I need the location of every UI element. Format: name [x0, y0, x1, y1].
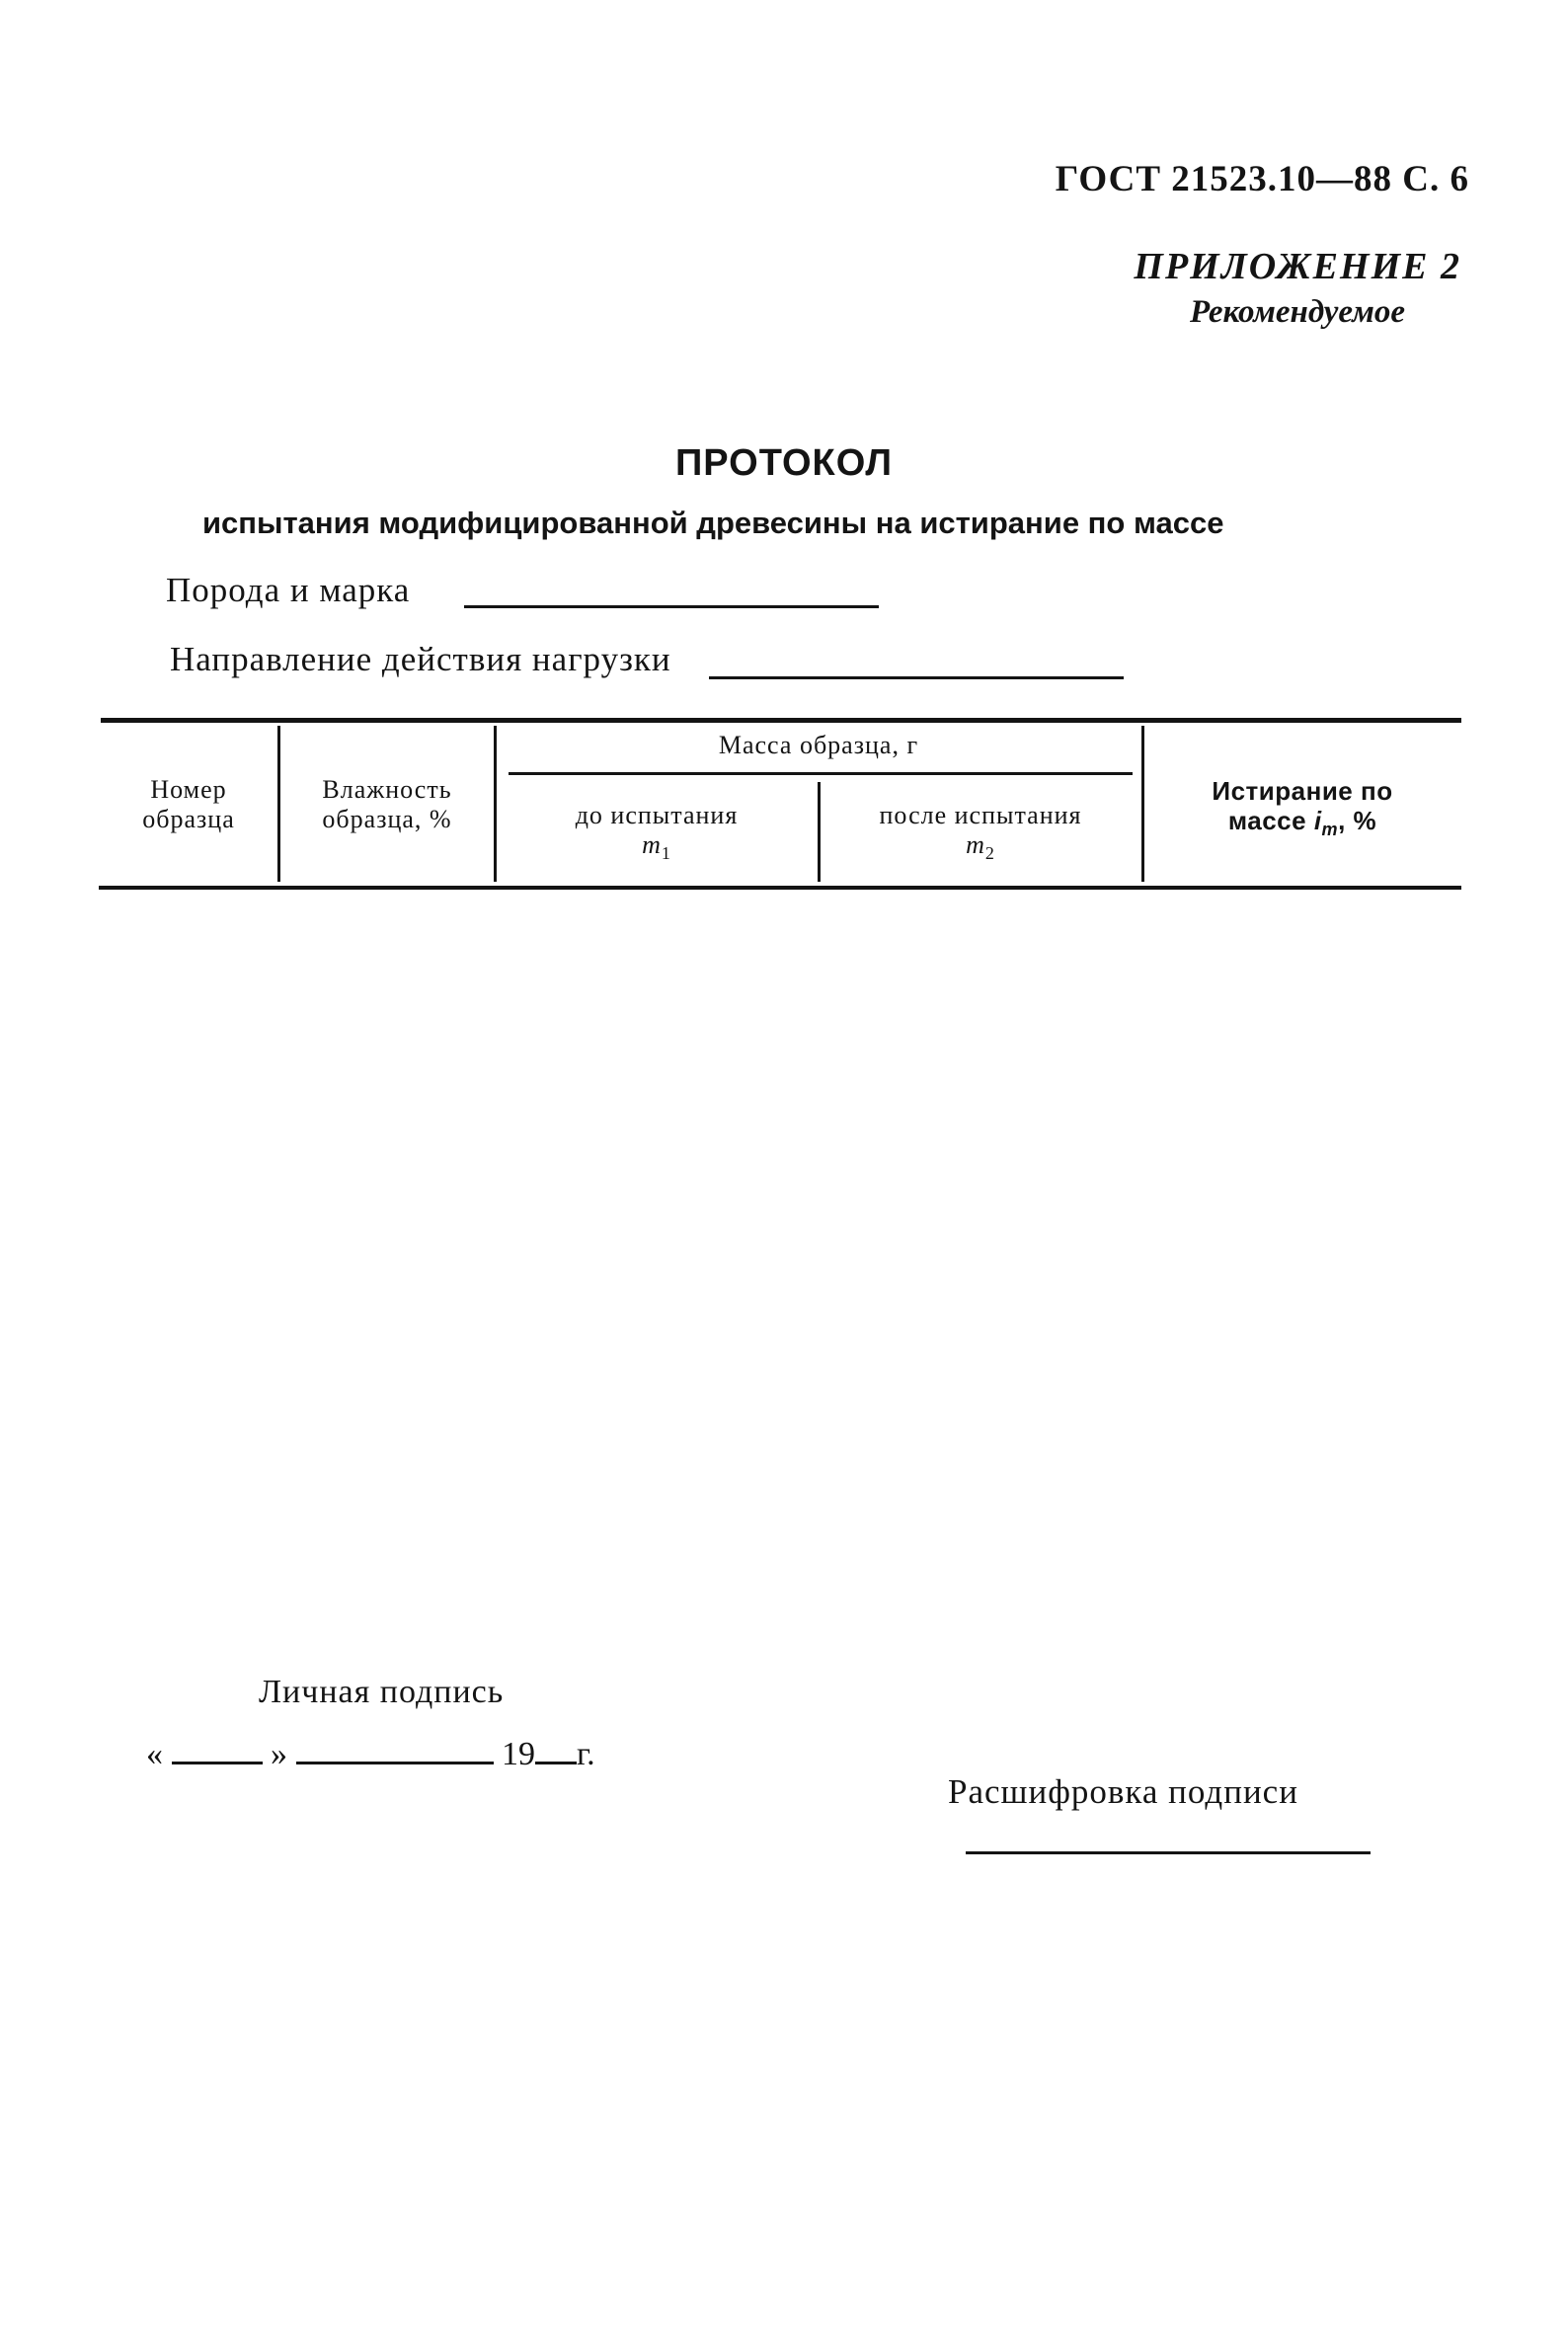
table-vline-2	[494, 726, 497, 882]
header-sample-number-line2: образца	[142, 805, 235, 833]
header-moisture	[282, 775, 492, 834]
signature-decode-label: Расшифровка подписи	[948, 1772, 1298, 1811]
load-direction-label: Направление действия нагрузки	[170, 640, 671, 678]
table-vline-1	[277, 726, 280, 882]
document-code: ГОСТ 21523.10—88 С. 6	[1055, 159, 1469, 199]
header-abrasion-line1: Истирание по	[1212, 776, 1393, 806]
date-field	[146, 1736, 595, 1773]
header-moisture-line1: Влажность	[322, 775, 452, 804]
m2-symbol: m	[966, 830, 985, 859]
header-abrasion	[1145, 776, 1459, 844]
species-grade-label: Порода и марка	[166, 571, 411, 609]
header-mass-after-symbol	[823, 830, 1138, 868]
table-top-rule	[101, 718, 1461, 723]
table-vline-4	[1141, 726, 1144, 882]
document-title: ПРОТОКОЛ	[674, 442, 893, 484]
header-moisture-line2: образца, %	[322, 805, 452, 833]
header-sample-number	[101, 775, 276, 834]
date-close-quote: »	[271, 1736, 287, 1772]
header-mass-after-label: после испытания	[879, 801, 1082, 829]
day-blank[interactable]	[172, 1762, 263, 1764]
abrasion-prefix: массе	[1227, 806, 1307, 835]
mass-group-divider	[509, 772, 1133, 775]
year-blank[interactable]	[535, 1762, 577, 1764]
header-mass-before-symbol	[499, 830, 815, 868]
header-mass-group	[499, 731, 1138, 760]
document-subtitle: испытания модифицированной древесины на истирание по массе	[202, 506, 1224, 540]
appendix-title: ПРИЛОЖЕНИЕ 2	[1134, 246, 1461, 287]
m2-subscript: 2	[984, 843, 995, 864]
header-mass-before	[499, 801, 815, 868]
signature-decode-blank[interactable]	[966, 1851, 1371, 1854]
date-open-quote: «	[146, 1736, 163, 1772]
species-grade-blank[interactable]	[464, 605, 879, 608]
load-direction-blank[interactable]	[709, 676, 1124, 679]
year-suffix: г.	[577, 1736, 595, 1772]
m1-symbol: m	[642, 830, 662, 859]
year-prefix: 19	[502, 1736, 535, 1772]
personal-signature-label: Личная подпись	[259, 1674, 505, 1710]
header-sample-number-line1: Номер	[150, 775, 227, 804]
appendix-status: Рекомендуемое	[1189, 294, 1405, 330]
header-mass-before-label: до испытания	[575, 801, 739, 829]
header-abrasion-line2	[1145, 806, 1459, 844]
m1-subscript: 1	[661, 843, 671, 864]
im-symbol: i	[1313, 806, 1322, 835]
month-blank[interactable]	[296, 1762, 494, 1764]
im-subscript: m	[1321, 820, 1339, 840]
table-vline-3	[818, 782, 821, 882]
header-mass-after	[823, 801, 1138, 868]
table-bottom-rule	[99, 886, 1461, 890]
header-mass-group-label: Масса образца, г	[718, 731, 919, 759]
abrasion-suffix: , %	[1338, 806, 1377, 835]
